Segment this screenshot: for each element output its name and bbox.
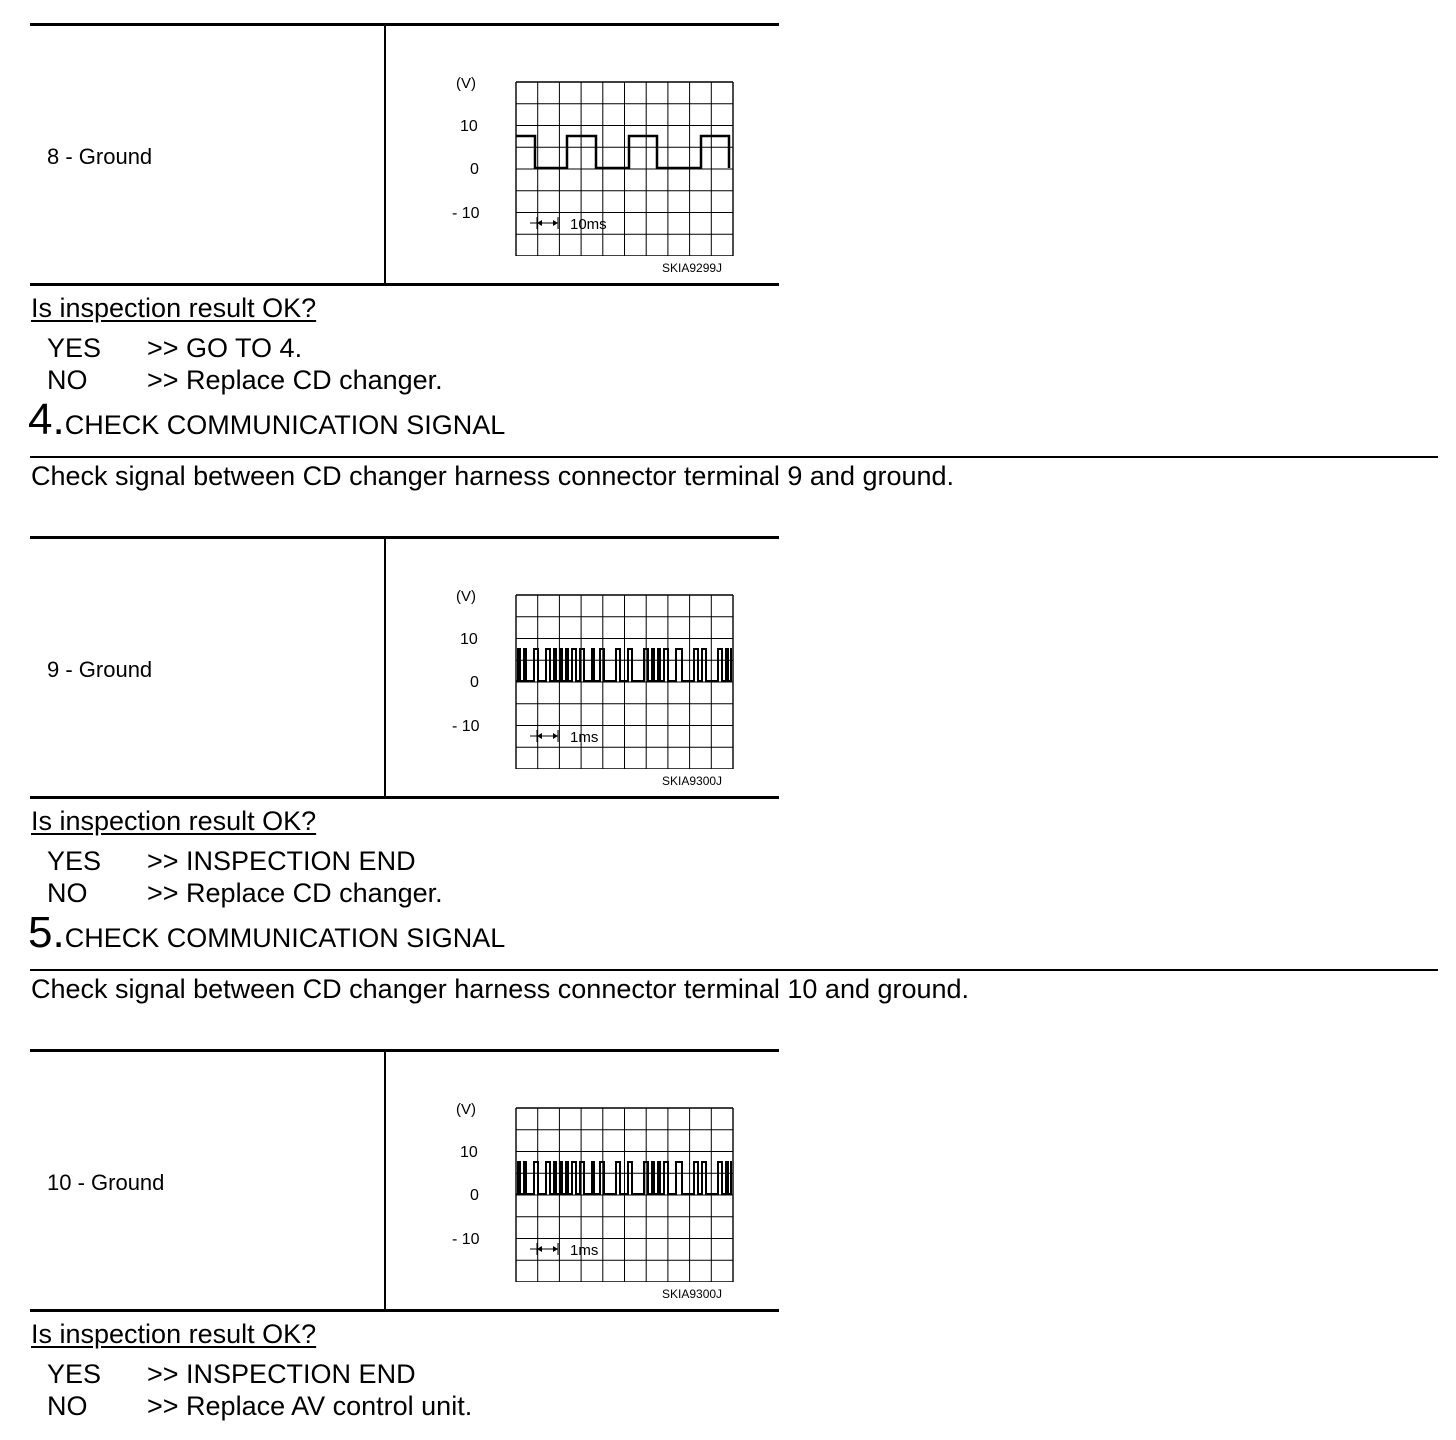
oscilloscope-waveform-pulse-train	[450, 1092, 770, 1282]
answer-key: NO	[47, 878, 88, 908]
inspection-table-terminal-9	[30, 536, 779, 799]
answer-key: YES	[47, 333, 102, 363]
answer-text: >> Replace CD changer.	[147, 365, 443, 395]
answer-no	[47, 365, 443, 396]
step-divider	[30, 456, 1438, 458]
time-scale-marker	[530, 730, 558, 742]
time-scale-label: 1ms	[570, 1242, 599, 1259]
y-tick-0: 0	[470, 1187, 479, 1204]
answer-key: NO	[47, 365, 88, 395]
y-tick-neg10: - 10	[452, 718, 480, 735]
figure-code: SKIA9300J	[662, 1287, 723, 1301]
step-instruction: Check signal between CD changer harness connector terminal 10 and ground.	[31, 974, 970, 1004]
inspection-table-terminal-8	[30, 23, 779, 286]
answer-text: >> INSPECTION END	[147, 1359, 416, 1389]
inspection-question: Is inspection result OK?	[31, 806, 317, 836]
answer-yes	[47, 846, 416, 877]
answer-key: YES	[47, 846, 102, 876]
answer-no	[47, 878, 443, 909]
table-divider	[384, 1052, 386, 1309]
answer-key: NO	[47, 1391, 88, 1421]
answer-text: >> Replace AV control unit.	[147, 1391, 473, 1421]
y-tick-10: 10	[460, 1144, 478, 1161]
y-tick-neg10: - 10	[452, 205, 480, 222]
step-number: 4.	[28, 395, 65, 444]
figure-code: SKIA9300J	[662, 774, 723, 788]
table-divider	[384, 539, 386, 796]
answer-yes	[47, 333, 302, 364]
time-scale-label: 1ms	[570, 729, 599, 746]
inspection-question: Is inspection result OK?	[31, 1319, 317, 1349]
inspection-question: Is inspection result OK?	[31, 293, 317, 323]
square-wave-trace	[516, 136, 729, 168]
time-scale-marker	[530, 1243, 558, 1255]
terminal-label: 10 - Ground	[47, 1170, 165, 1195]
terminal-label: 9 - Ground	[47, 657, 153, 682]
unit-label: (V)	[456, 75, 476, 92]
unit-label: (V)	[456, 588, 476, 605]
unit-label: (V)	[456, 1101, 476, 1118]
terminal-label: 8 - Ground	[47, 144, 153, 169]
figure-code: SKIA9299J	[662, 261, 723, 275]
step-title: CHECK COMMUNICATION SIGNAL	[64, 923, 506, 953]
answer-no	[47, 1391, 472, 1422]
oscilloscope-waveform-square	[450, 66, 770, 256]
oscilloscope-waveform-pulse-train	[450, 579, 770, 769]
step-number: 5.	[28, 908, 65, 957]
y-tick-10: 10	[460, 118, 478, 135]
inspection-table-terminal-10	[30, 1049, 779, 1312]
y-tick-0: 0	[470, 161, 479, 178]
answer-text: >> GO TO 4.	[147, 333, 303, 363]
step-instruction: Check signal between CD changer harness connector terminal 9 and ground.	[31, 461, 955, 491]
y-tick-neg10: - 10	[452, 1231, 480, 1248]
answer-key: YES	[47, 1359, 102, 1389]
step-5-heading	[28, 908, 506, 957]
table-divider	[384, 26, 386, 283]
step-divider	[30, 969, 1438, 971]
y-tick-10: 10	[460, 631, 478, 648]
answer-text: >> Replace CD changer.	[147, 878, 443, 908]
step-4-heading	[28, 395, 506, 444]
time-scale-marker	[530, 217, 558, 229]
time-scale-label: 10ms	[570, 216, 607, 233]
step-title: CHECK COMMUNICATION SIGNAL	[64, 410, 506, 440]
y-tick-0: 0	[470, 674, 479, 691]
answer-yes	[47, 1359, 416, 1390]
answer-text: >> INSPECTION END	[147, 846, 416, 876]
